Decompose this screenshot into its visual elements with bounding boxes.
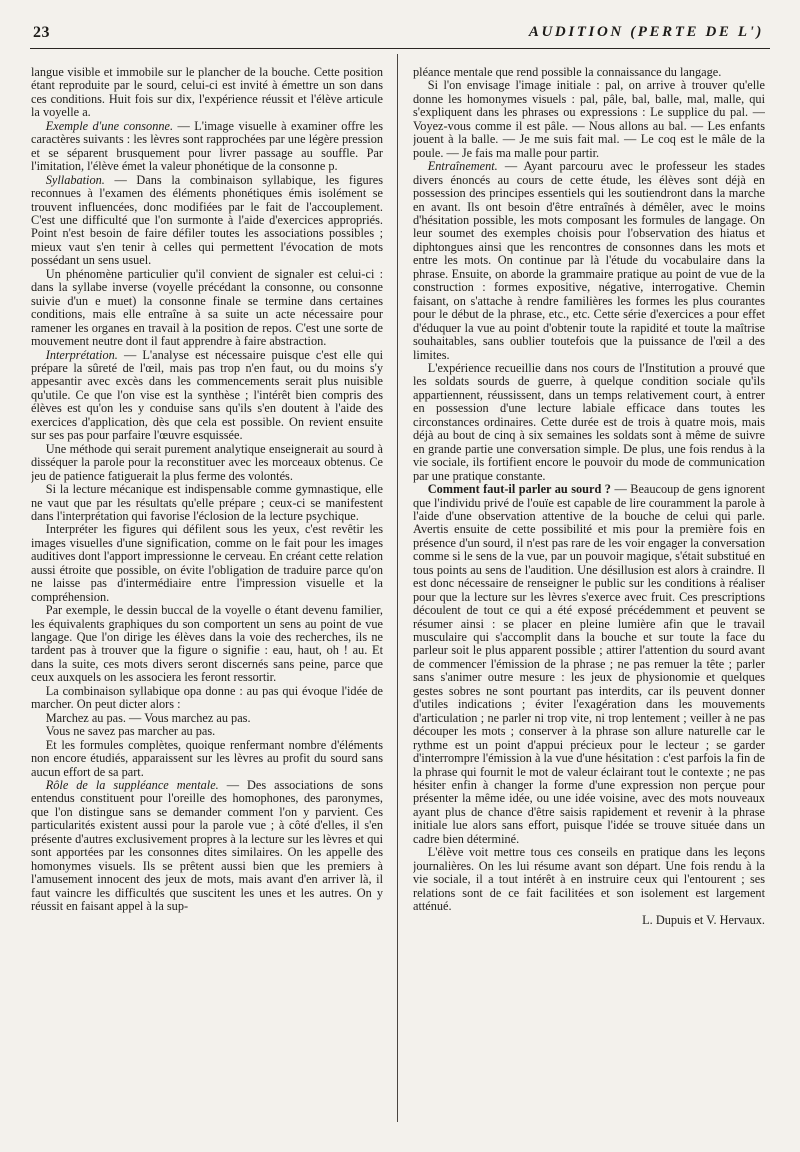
paragraph: Et les formules complètes, quoique renfermant nombre d'éléments non encore étudiés, apparaissent sur les lèvres au profit du sourd sans aucun effort de sa part. bbox=[31, 737, 383, 779]
dictation-line: Marchez au pas. — Vous marchez au pas. bbox=[45, 710, 251, 725]
paragraph bbox=[413, 160, 765, 362]
paragraph-text: — Ayant parcouru avec le professeur les stades divers énoncés au cours de cette étude, les élèves sont déjà en possession des principes essentiels qui les soutiendront dans la marche en avant. Ils ont besoin d'être entraînés à démêler, avec le moins d'hésitation possible, les mots composant les formules de langage. On leur soumet des exemples choisis pour l'observation des hiatus et diphtongues ainsi que les rencontres de consonnes dans les mots et entre les mots. On continue par là l'étude du vocabulaire dans la phrase. Ensuite, on aborde la grammaire pratique au point de vue de la construction : formes expositive, négative, interrogative. Chemin faisant, on s'attache à rendre familières les formes les plus courantes pour le début de la phrase, etc., etc. Cette série d'exercices a pour effet d'éduquer la vue au point d'obtenir toute la rapidité et toute la maîtrise souhaitables, sans oublier toutefois que la puissance de l'œil a des limites. bbox=[413, 159, 765, 362]
paragraph: Un phénomène particulier qu'il convient de signaler est celui-ci : dans la syllabe inverse (voyelle précédant la consonne, ou consonne suivie d'un e muet) la consonne finale se termine dans certaines conditions, mais elle entraîne à sa suite un acte nécessaire pour ramener les organes en travail à la position de repos. C'est une sorte de mouvement neutre dont il faut apprendre à faire abstraction. bbox=[31, 266, 383, 349]
section-heading: Comment faut-il parler au sourd ? bbox=[427, 482, 611, 497]
paragraph: L'expérience recueillie dans nos cours de l'Institution a prouvé que les soldats sourds de guerre, à quelque condition sociale qu'ils appartiennent, réussissent, dans un temps relativement court, à entrer en possession d'une lecture labiale efficace dans toutes les circonstances ordinaires. Cette durée est de trois à quatre mois, mais déjà au bout de cinq à six semaines les soldats sont à même de suivre en grande partie une conversation simple. De plus, une fois rendus à la vie sociale, ils fortifient encore le pouvoir du mode de communication par une pratique constante. bbox=[413, 360, 765, 483]
running-title: AUDITION (PERTE DE L') bbox=[528, 24, 764, 40]
section-heading: Rôle de la suppléance mentale. bbox=[45, 778, 219, 793]
paragraph bbox=[31, 174, 383, 268]
paragraph bbox=[413, 483, 765, 846]
section-heading: Exemple d'une consonne. bbox=[45, 118, 174, 133]
paragraph: Si la lecture mécanique est indispensable comme gymnastique, elle ne vaut que par les résultats qu'elle prépare ; ceux-ci se manifestent dans l'interprétation qui favorise l'éclosion de la lecture psychique. bbox=[31, 482, 383, 523]
section-heading: Entraînement. bbox=[427, 159, 498, 174]
paragraph: langue visible et immobile sur le plancher de la bouche. Cette position étant reproduite par le sourd, celui-ci est invité à émettre un son dans ces conditions. Huit fois sur dix, l'expérience réussit et l'élève articule la voyelle a. bbox=[31, 66, 383, 120]
section-heading: Interprétation. bbox=[45, 347, 118, 362]
paragraph-text: — Des associations de sons entendus constituent pour l'oreille des homophones, des paronymes, que l'on distingue sans se demander comment l'on y parvient. Ces particularités existent aussi pour la parole vue ; à côté d'elles, il s'en présente d'autres exclusivement propres à la lecture sur les lèvres et qui sont apportées par les consonnes dites similaires. On les appelle des homonymes visuels. Ils se prêtent aussi bien que les premiers à l'amusement innocent des jeux de mots, mais avant d'en arriver là, il faut vaincre les difficultés que suscitent les unes et les autres. On y réussit en faisant appel à la sup- bbox=[31, 778, 383, 914]
right-column bbox=[413, 66, 765, 1136]
paragraph bbox=[31, 120, 383, 174]
paragraph bbox=[31, 349, 383, 443]
paragraph: La combinaison syllabique opa donne : au pas qui évoque l'idée de marcher. On peut dicter alors : bbox=[31, 683, 383, 712]
paragraph: Si l'on envisage l'image initiale : pal, on arrive à trouver qu'elle donne les homonymes visuels : pal, pâle, bal, balle, mal, malle, qui s'expliquent dans les phrases ou expressions : Le supplice du pal. — Voyez-vous comme il est pâle. — Nous allons au bal. — Les enfants jouent à la balle. — Je me suis fait mal. — Le coq est le mâle de la poule. — Je fais ma malle pour partir. bbox=[413, 78, 765, 160]
paragraph: L'élève voit mettre tous ces conseils en pratique dans les leçons journalières. On les lui résume avant son départ. Une fois rendu à la vie sociale, il a tout intérêt à en instruire ceux qui l'entourent ; ses relations sont de ce fait facilitées et son isolement est largement atténué. bbox=[413, 845, 765, 914]
column-divider bbox=[397, 54, 398, 1122]
section-heading: Syllabation. bbox=[45, 172, 105, 187]
paragraph: Par exemple, le dessin buccal de la voyelle o étant devenu familier, les équivalents graphiques du son comportent un sens au point de vue langage. Que l'on dirige les élèves dans la voie des recherches, ils ne tardent pas à trouver que la figure o signifie : eau, haut, oh ! au. Et dans la suite, ces mots divers seront discernés sans peine, parce que ceux auxquels on les associera les feront ressortir. bbox=[31, 603, 383, 685]
paragraph: Une méthode qui serait purement analytique enseignerait au sourd à disséquer la parole pour la reconstituer avec les morceaux obtenus. Ce jeu de patience fatiguerait la plus ferme des volontés. bbox=[31, 441, 383, 483]
left-column bbox=[31, 66, 383, 1136]
paragraph-text: — Beaucoup de gens ignorent que l'individu privé de l'ouïe est capable de lire couramment la parole à l'aide d'une observation attentive de la bouche de celui qui parle. Avertis ensuite de cette possibilité et mis pour la première fois en présence d'un sourd, il n'est pas rare de les voir engager la conversation comme si le sens de la vue, par un pouvoir magique, s'était substitué en tous points au sens de l'audition. Une désillusion est alors à craindre. Il est donc nécessaire de renseigner le public sur les conditions à réaliser pour que la lecture sur les lèvres s'exerce avec fruit. Ces prescriptions découlent de tout ce qui a été exposé précédemment et peuvent se résumer ainsi : se placer en pleine lumière afin que le travail musculaire qui s'accomplit dans la bouche et sur toute la face du parleur soit le plus apparent possible ; attirer l'attention du sourd avant de commencer l'émission de la phrase ; ne pas remuer la tête ; parler sans s'animer outre mesure : les jeux de physionomie et quelques gestes sobres ne sont pourtant pas interdits, car ils peuvent donner d'utiles indications ; éviter l'exagération dans les mouvements d'articulation ; ne parler ni trop vite, ni trop lentement ; veiller à ne pas découper les mots ; conserver à la phrase son allure naturelle car le rythme est un point d'appui précieux pour le lecteur ; se garder d'interrompre l'émission à la vue d'une hésitation : c'est parfois la fin de la phrase qui fournit le mot de valeur éclairant tout le contexte ; ne pas hésiter enfin à changer la forme d'une expression non perçue pour présenter la même idée, ou une idée voisine, avec des mots nouveaux ayant plus de chance d'être saisis rapidement et revenir à la phrase initiale lue alors sans effort, puisque l'idée se trouve située dans un cadre bien déterminé. bbox=[413, 482, 765, 846]
dictation-line: Vous ne savez pas marcher au pas. bbox=[45, 724, 216, 739]
paragraph-text: — L'analyse est nécessaire puisque c'est elle qui prépare la sûreté de l'œil, mais pas trop n'en faut, ou du moins s'y appesantir avec excès dans les commencements serait plus nuisible qu'utile. Ce que l'on vise est la synthèse ; l'intérêt bien compris des élèves est qu'on les y conduise sans qu'ils s'en doutent à l'aide des exercices d'application, dès que cela est possible. On revient ensuite sur ses pas pour parfaire l'œuvre esquissée. bbox=[31, 347, 383, 443]
paragraph bbox=[31, 779, 383, 914]
paragraph-text: — Dans la combinaison syllabique, les figures reconnues à l'examen des éléments phonétiques émis isolément se trouvent influencées, donc modifiées par le fait de l'accouplement. C'est une difficulté que l'on surmonte à l'aide d'exercices appropriés. Point n'est besoin de faire défiler toutes les associations possibles ; mieux vaut s'en tenir à celles qui permettent l'évocation de mots possédant un sens usuel. bbox=[31, 172, 383, 268]
page-number: 23 bbox=[33, 24, 50, 41]
paragraph-text: — L'image visuelle à examiner offre les caractères suivants : les lèvres sont rapprochées par une légère pression et se séparent brusquement pour livrer passage au souffle. Par l'imitation, l'élève émet la valeur phonétique de la consonne p. bbox=[31, 118, 383, 174]
author-signature: L. Dupuis et V. Hervaux. bbox=[642, 912, 765, 927]
page-header bbox=[30, 22, 770, 49]
paragraph: pléance mentale que rend possible la connaissance du langage. bbox=[413, 66, 722, 79]
paragraph: Interpréter les figures qui défilent sous les yeux, c'est revêtir les images visuelles d'une signification, comme on le fait pour les images auditives dont l'apport impressionne le cerveau. En créant cette relation aussi étroite que possible, on évite l'obligation de traduire parce qu'on ne laisse pas d'intermédiaire entre l'impression visuelle et la compréhension. bbox=[31, 522, 383, 604]
